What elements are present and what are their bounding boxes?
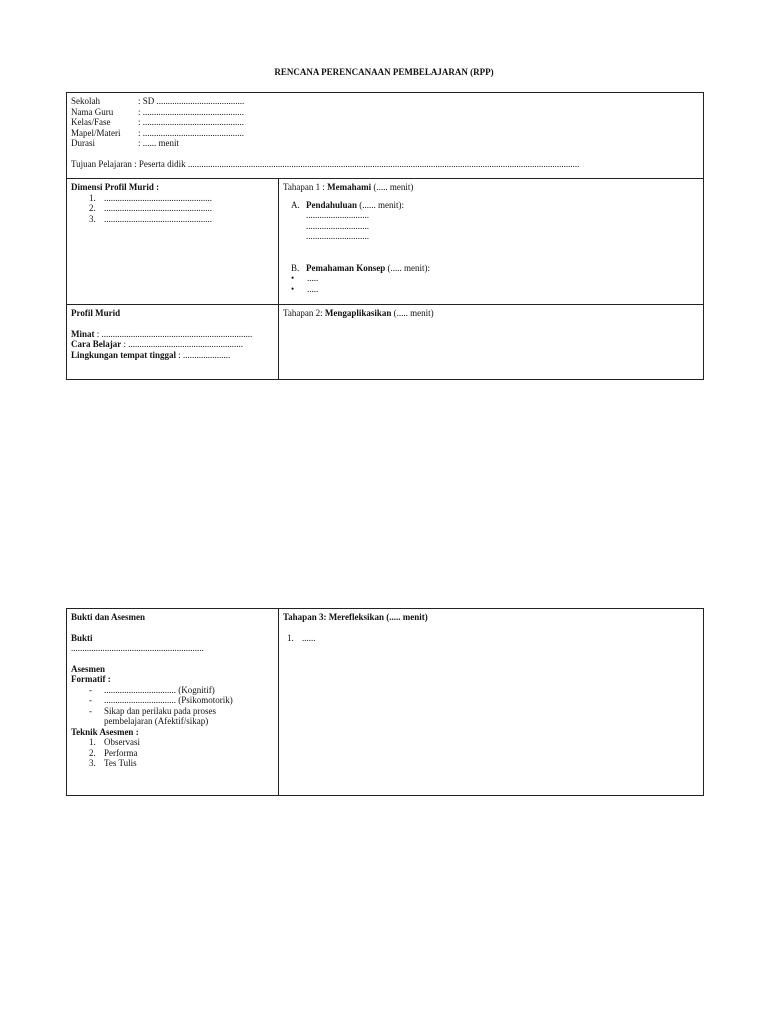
bukti-asesmen-title: Bukti dan Asesmen: [71, 612, 146, 622]
formatif-label: Formatif :: [71, 674, 111, 684]
field-durasi: Durasi : ...... menit: [71, 138, 179, 148]
list-item: 3. Tes Tulis: [89, 758, 137, 768]
list-item: 2. Performa: [89, 747, 138, 758]
profil-murid-cell: [67, 305, 279, 379]
document-title: RENCANA PERENCANAAN PEMBELAJARAN (RPP): [274, 67, 494, 77]
profil-murid-title: Profil Murid: [71, 308, 121, 318]
list-item: 1. ......: [287, 632, 316, 643]
list-item: • .....: [291, 283, 319, 294]
tahapan-3-cell: [279, 609, 703, 795]
tujuan-pelajaran: Tujuan Pelajaran : Peserta didik ..............................................................................................................................................................................: [71, 158, 580, 169]
lingkungan-field: Lingkungan tempat tinggal : .....................: [71, 349, 231, 360]
list-item: 3. ................................................: [89, 213, 212, 224]
bullet-icon: •: [291, 283, 295, 294]
tahapan-1-heading: Tahapan 1 : Memahami (..... menit): [283, 182, 414, 192]
list-item: - ................................ (Kognitif): [89, 684, 215, 695]
divider: [278, 179, 279, 379]
list-item: ............................: [306, 220, 369, 231]
rpp-table-top: [66, 92, 704, 380]
tahapan-1-cell: [279, 179, 703, 304]
cara-belajar-field: Cara Belajar : ...................................................: [71, 339, 243, 349]
tahapan-2-heading: Tahapan 2: Mengaplikasikan (..... menit): [283, 308, 434, 318]
minat-field: Minat : ...................................................................: [71, 328, 253, 339]
list-item-continuation: pembelajaran (Afektif/sikap): [104, 716, 209, 726]
rpp-table-bottom: [66, 608, 704, 796]
dimensi-title: Dimensi Profil Murid :: [71, 182, 160, 192]
list-item: - ................................ (Psikomotorik): [89, 695, 233, 705]
list-item: 1. Observasi: [89, 737, 140, 747]
bukti-asesmen-cell: [67, 609, 279, 795]
tahapan-3-heading: Tahapan 3: Merefleksikan (..... menit): [283, 612, 428, 622]
list-item: • .....: [291, 273, 319, 283]
list-item: ............................: [306, 231, 369, 241]
teknik-asesmen-label: Teknik Asesmen :: [71, 726, 139, 737]
tahapan-2-cell: [279, 305, 703, 379]
divider: [278, 609, 279, 795]
pendahuluan-heading: A. Pendahuluan (...... menit):: [291, 199, 405, 210]
list-item: ............................: [306, 210, 369, 220]
bukti-line: ...........................................................: [71, 643, 204, 653]
bullet-icon: •: [291, 273, 295, 283]
list-item: 1. ................................................: [89, 192, 212, 203]
bukti-label: Bukti: [71, 632, 93, 643]
identity-cell: [67, 93, 703, 179]
field-nama-guru: Nama Guru : .............................................: [71, 106, 245, 117]
list-item: - Sikap dan perilaku pada proses: [89, 705, 216, 716]
pemahaman-konsep-heading: B. Pemahaman Konsep (..... menit):: [291, 262, 431, 273]
field-mapel-materi: Mapel/Materi : .............................................: [71, 127, 245, 138]
list-item: 2. ................................................: [89, 203, 212, 213]
field-sekolah: Sekolah : SD .......................................: [71, 96, 245, 106]
field-kelas-fase: Kelas/Fase : .............................................: [71, 117, 245, 127]
dimensi-cell: [67, 179, 279, 304]
asesmen-label: Asesmen: [71, 663, 105, 674]
